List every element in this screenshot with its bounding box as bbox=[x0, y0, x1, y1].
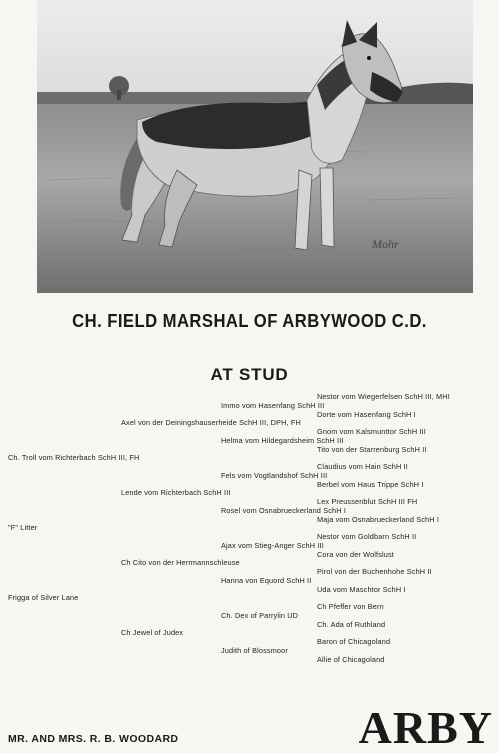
pedigree-entry: Allie of Chicagoland bbox=[317, 655, 385, 664]
pedigree-entry: Ch. Troll vom Richterbach SchH III, FH bbox=[8, 453, 140, 462]
kennel-logo: ARBY bbox=[358, 702, 493, 753]
page-subtitle: AT STUD bbox=[210, 365, 289, 384]
pedigree-entry: Baron of Chicagoland bbox=[317, 637, 391, 646]
pedigree-entry: Nestor vom Goldbarn SchH II bbox=[317, 532, 417, 541]
pedigree-entry: Helma vom Hildegardsheim SchH III bbox=[221, 436, 344, 445]
pedigree-entry: Ch. Ada of Ruthland bbox=[317, 620, 386, 629]
pedigree-entry: Cora von der Wolfslust bbox=[317, 550, 394, 559]
pedigree-entry: Gnom vom Kalsmunttor SchH III bbox=[317, 427, 426, 436]
pedigree-entry: Fels vom Vogtlandshof SchH III bbox=[221, 471, 328, 480]
pedigree-entry: Hanna von Equord SchH II bbox=[221, 576, 312, 585]
page-title: CH. FIELD MARSHAL OF ARBYWOOD C.D. bbox=[72, 310, 427, 331]
pedigree-entry: Uda vom Maschtor SchH I bbox=[317, 585, 406, 594]
pedigree-entry: Berbel vom Haus Trippe SchH I bbox=[317, 480, 424, 489]
photographer-signature: Mohr bbox=[372, 237, 399, 251]
pedigree-entry: Nestor vom Wiegerfelsen SchH III, MHI bbox=[317, 392, 450, 401]
pedigree-entry: Tito von der Starrenburg SchH II bbox=[317, 445, 427, 454]
pedigree-entry: Pirol von der Buchenhohe SchH II bbox=[317, 567, 432, 576]
german-shepherd-image bbox=[37, 0, 473, 293]
pedigree-entry: Maja vom Osnabrueckerland SchH I bbox=[317, 515, 440, 524]
pedigree-entry: Judith of Blossmoor bbox=[221, 646, 288, 655]
pedigree-entry: Lex Preussenblut SchH III FH bbox=[317, 497, 418, 506]
pedigree-entry: Ch. Dex of Parrylin UD bbox=[221, 611, 299, 620]
pedigree-entry: Ch Cito von der Herrmannschleuse bbox=[121, 558, 240, 567]
pedigree-entry: Immo vom Hasenfang SchH III bbox=[221, 401, 325, 410]
dog-photo bbox=[37, 0, 473, 293]
owner-name: MR. AND MRS. R. B. WOODARD bbox=[8, 733, 179, 745]
pedigree-entry: Dorte vom Hasenfang SchH I bbox=[317, 410, 416, 419]
pedigree-entry: Frigga of Silver Lane bbox=[8, 593, 79, 602]
pedigree-entry: Ajax vom Stieg-Anger SchH III bbox=[221, 541, 324, 550]
pedigree-entry: Claudius vom Hain SchH II bbox=[317, 462, 408, 471]
pedigree-entry: Ch Jewel of Judex bbox=[121, 628, 184, 637]
pedigree-entry: "F" Litter bbox=[8, 523, 38, 532]
pedigree-entry: Ch Pfeffer von Bern bbox=[317, 602, 384, 611]
pedigree-entry: Lende vom Richterbach SchH III bbox=[121, 488, 231, 497]
pedigree-entry: Rosel vom Osnabrueckerland SchH I bbox=[221, 506, 346, 515]
pedigree-entry: Axel von der Deiningshauserheide SchH III, DPH, FH bbox=[121, 418, 301, 427]
